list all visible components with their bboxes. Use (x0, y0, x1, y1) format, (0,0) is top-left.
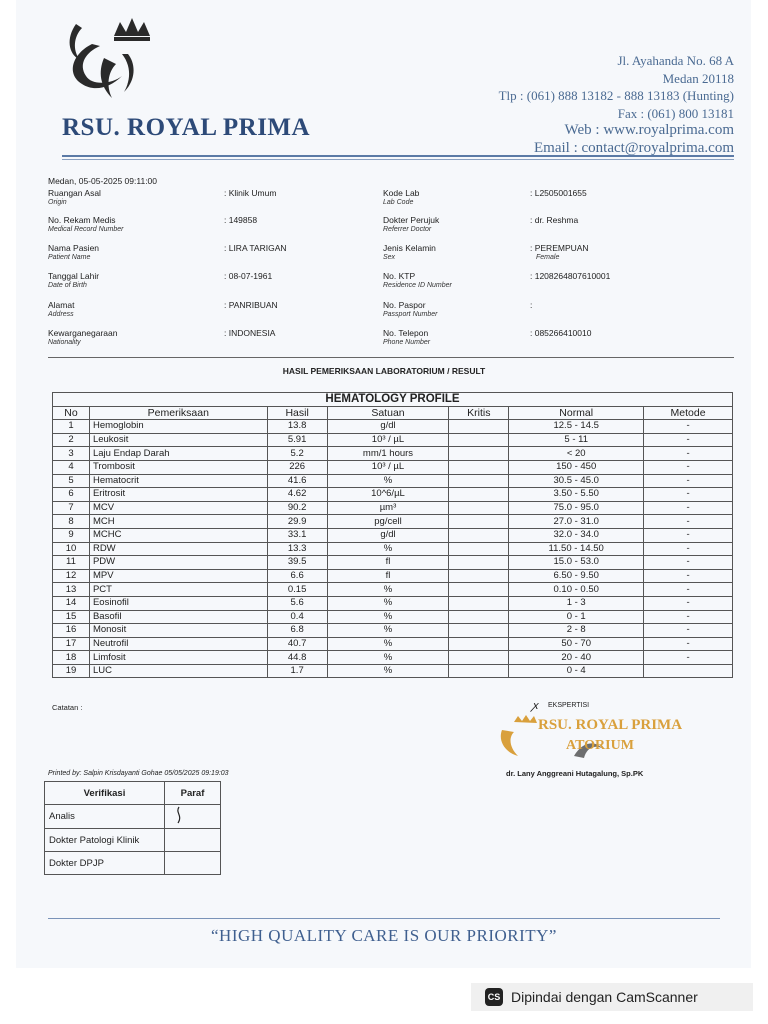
table-title: HEMATOLOGY PROFILE (53, 393, 733, 407)
paraf-header: Paraf (165, 782, 221, 805)
paraf-clinical-pathologist (165, 829, 221, 852)
table-row (53, 528, 733, 542)
row-normal: 30.5 - 45.0 (509, 474, 644, 488)
info-divider (48, 357, 734, 358)
row-no: 18 (53, 651, 90, 665)
initial-signature-icon (169, 805, 189, 825)
row-critical (449, 447, 509, 461)
label-medical-record: No. Rekam Medis Medical Record Number (48, 215, 124, 233)
label-passport: No. Paspor Passport Number (383, 300, 438, 318)
row-result: 226 (267, 460, 327, 474)
value-nationality: : INDONESIA (224, 328, 276, 338)
paraf-analyst (165, 805, 221, 829)
row-exam: RDW (89, 542, 267, 556)
row-normal: 5 - 11 (509, 433, 644, 447)
row-normal: 11.50 - 14.50 (509, 542, 644, 556)
row-method: - (644, 501, 733, 515)
row-method: - (644, 624, 733, 638)
row-unit: 10³ / µL (327, 460, 449, 474)
address-phone: Tlp : (061) 888 13182 - 888 13183 (Hunting) (498, 88, 734, 103)
hospital-logo (52, 14, 162, 114)
row-result: 90.2 (267, 501, 327, 515)
row-result: 29.9 (267, 515, 327, 529)
row-result: 5.6 (267, 596, 327, 610)
value-address: : PANRIBUAN (224, 300, 278, 310)
row-normal: 2 - 8 (509, 624, 644, 638)
table-row (53, 420, 733, 434)
row-no: 12 (53, 569, 90, 583)
row-critical (449, 556, 509, 570)
row-method: - (644, 610, 733, 624)
row-exam: MCHC (89, 528, 267, 542)
header-method: Metode (644, 406, 733, 420)
row-critical (449, 433, 509, 447)
row-method: - (644, 637, 733, 651)
row-result: 0.15 (267, 583, 327, 597)
row-no: 1 (53, 420, 90, 434)
camscanner-icon: CS (485, 988, 503, 1006)
row-exam: MCH (89, 515, 267, 529)
row-normal: 3.50 - 5.50 (509, 488, 644, 502)
row-result: 13.8 (267, 420, 327, 434)
value-phone: : 085266410010 (530, 328, 592, 338)
row-method: - (644, 488, 733, 502)
header-divider-thin (62, 159, 734, 160)
row-critical (449, 488, 509, 502)
table-row (53, 596, 733, 610)
camscanner-badge (471, 983, 753, 1011)
header-critical: Kritis (449, 406, 509, 420)
row-critical (449, 624, 509, 638)
row-result: 0.4 (267, 610, 327, 624)
row-unit: % (327, 624, 449, 638)
row-normal: 15.0 - 53.0 (509, 556, 644, 570)
row-no: 4 (53, 460, 90, 474)
header-result: Hasil (267, 406, 327, 420)
row-no: 9 (53, 528, 90, 542)
hematology-rows (53, 420, 733, 678)
hospital-name: RSU. ROYAL PRIMA (62, 114, 311, 141)
row-normal: 6.50 - 9.50 (509, 569, 644, 583)
stamp-line-1: RSU. ROYAL PRIMA (538, 717, 683, 733)
footer-divider (48, 918, 720, 919)
value-lab-code: : L2505001655 (530, 188, 587, 198)
value-dob: : 08-07-1961 (224, 271, 273, 281)
row-unit: mm/1 hours (327, 447, 449, 461)
label-referrer: Dokter Perujuk Referrer Doctor (383, 215, 440, 233)
row-normal: 0 - 1 (509, 610, 644, 624)
table-row (53, 664, 733, 678)
row-result: 13.3 (267, 542, 327, 556)
row-no: 13 (53, 583, 90, 597)
row-no: 11 (53, 556, 90, 570)
row-method (644, 664, 733, 678)
row-exam: Hematocrit (89, 474, 267, 488)
row-normal: 32.0 - 34.0 (509, 528, 644, 542)
row-critical (449, 664, 509, 678)
row-no: 19 (53, 664, 90, 678)
row-exam: LUC (89, 664, 267, 678)
verif-analyst: Analis (45, 805, 165, 829)
row-unit: 10^6/µL (327, 488, 449, 502)
table-row (53, 433, 733, 447)
table-row (53, 501, 733, 515)
row-no: 7 (53, 501, 90, 515)
row-result: 41.6 (267, 474, 327, 488)
row-critical (449, 569, 509, 583)
row-exam: Eritrosit (89, 488, 267, 502)
report-date: Medan, 05-05-2025 09:11:00 (48, 176, 158, 186)
row-method: - (644, 528, 733, 542)
table-row (53, 474, 733, 488)
row-unit: µm³ (327, 501, 449, 515)
address-web: Web : www.royalprima.com (564, 122, 734, 138)
row-result: 44.8 (267, 651, 327, 665)
verif-clinical-pathologist: Dokter Patologi Klinik (45, 829, 165, 852)
row-normal: 20 - 40 (509, 651, 644, 665)
table-row (53, 624, 733, 638)
row-no: 8 (53, 515, 90, 529)
row-exam: Hemoglobin (89, 420, 267, 434)
row-no: 16 (53, 624, 90, 638)
row-exam: Neutrofil (89, 637, 267, 651)
table-row (53, 610, 733, 624)
row-critical (449, 460, 509, 474)
row-critical (449, 610, 509, 624)
row-exam: MPV (89, 569, 267, 583)
row-result: 5.91 (267, 433, 327, 447)
row-critical (449, 420, 509, 434)
row-normal: < 20 (509, 447, 644, 461)
row-unit: fl (327, 569, 449, 583)
row-result: 6.8 (267, 624, 327, 638)
row-normal: 12.5 - 14.5 (509, 420, 644, 434)
row-exam: MCV (89, 501, 267, 515)
label-lab-code: Kode Lab Lab Code (383, 188, 420, 206)
row-method: - (644, 420, 733, 434)
row-exam: Eosinofil (89, 596, 267, 610)
row-critical (449, 528, 509, 542)
row-normal: 75.0 - 95.0 (509, 501, 644, 515)
table-row (53, 583, 733, 597)
footer-motto: “HIGH QUALITY CARE IS OUR PRIORITY” (211, 926, 557, 945)
label-ktp: No. KTP Residence ID Number (383, 271, 452, 289)
row-no: 5 (53, 474, 90, 488)
row-result: 39.5 (267, 556, 327, 570)
row-no: 2 (53, 433, 90, 447)
row-normal: 0.10 - 0.50 (509, 583, 644, 597)
label-phone: No. Telepon Phone Number (383, 328, 431, 346)
address-fax: Fax : (061) 800 13181 (617, 105, 734, 121)
verif-header: Verifikasi (45, 782, 165, 805)
row-result: 33.1 (267, 528, 327, 542)
result-title: HASIL PEMERIKSAAN LABORATORIUM / RESULT (282, 366, 486, 376)
address-street: Jl. Ayahanda No. 68 A (617, 53, 734, 68)
value-origin: : Klinik Umum (224, 188, 277, 198)
paraf-dpjp (165, 852, 221, 875)
value-passport: : (530, 300, 533, 310)
value-medical-record: : 149858 (224, 215, 258, 225)
notes-label: Catatan : (52, 703, 83, 712)
header-normal: Normal (509, 406, 644, 420)
row-unit: % (327, 583, 449, 597)
row-unit: % (327, 610, 449, 624)
header-no: No (53, 406, 90, 420)
row-method: - (644, 447, 733, 461)
row-critical (449, 474, 509, 488)
row-result: 40.7 (267, 637, 327, 651)
address-email: Email : contact@royalprima.com (534, 139, 734, 156)
row-no: 15 (53, 610, 90, 624)
value-referrer: : dr. Reshma (530, 215, 579, 225)
row-result: 6.6 (267, 569, 327, 583)
row-unit: % (327, 542, 449, 556)
row-unit: g/dl (327, 420, 449, 434)
table-row (53, 447, 733, 461)
table-row (53, 542, 733, 556)
row-method: - (644, 596, 733, 610)
value-sex: : PEREMPUAN Female (530, 243, 589, 261)
table-row (53, 637, 733, 651)
row-critical (449, 583, 509, 597)
label-address: Alamat Address (48, 300, 75, 318)
table-row (53, 515, 733, 529)
row-critical (449, 651, 509, 665)
header-unit: Satuan (327, 406, 449, 420)
row-method: - (644, 460, 733, 474)
table-row (53, 569, 733, 583)
row-method: - (644, 651, 733, 665)
hematology-table (52, 392, 733, 678)
row-method: - (644, 515, 733, 529)
row-no: 17 (53, 637, 90, 651)
verification-table (44, 781, 221, 875)
header-divider (62, 155, 734, 157)
expertise-label: EKSPERTISI (548, 702, 590, 709)
row-unit: pg/cell (327, 515, 449, 529)
row-unit: g/dl (327, 528, 449, 542)
row-result: 1.7 (267, 664, 327, 678)
row-method: - (644, 556, 733, 570)
row-unit: fl (327, 556, 449, 570)
row-critical (449, 515, 509, 529)
row-exam: PCT (89, 583, 267, 597)
row-exam: Laju Endap Darah (89, 447, 267, 461)
stamp-line-2: ATORIUM (566, 738, 634, 753)
row-exam: Limfosit (89, 651, 267, 665)
row-exam: Trombosit (89, 460, 267, 474)
row-method: - (644, 433, 733, 447)
row-exam: PDW (89, 556, 267, 570)
camscanner-text: Dipindai dengan CamScanner (511, 989, 698, 1005)
doctor-name: dr. Lany Anggreani Hutagalung, Sp.PK (506, 769, 644, 778)
row-exam: Leukosit (89, 433, 267, 447)
row-unit: % (327, 637, 449, 651)
row-normal: 50 - 70 (509, 637, 644, 651)
label-sex: Jenis Kelamin Sex (383, 243, 436, 261)
hospital-address (499, 52, 734, 157)
header-exam: Pemeriksaan (89, 406, 267, 420)
row-critical (449, 501, 509, 515)
row-no: 14 (53, 596, 90, 610)
label-nationality: Kewarganegaraan Nationality (48, 328, 118, 346)
row-normal: 27.0 - 31.0 (509, 515, 644, 529)
row-method: - (644, 542, 733, 556)
table-row (53, 651, 733, 665)
label-patient-name: Nama Pasien Patient Name (48, 243, 100, 261)
row-unit: % (327, 474, 449, 488)
row-normal: 1 - 3 (509, 596, 644, 610)
table-row (53, 556, 733, 570)
value-patient-name: : LIRA TARIGAN (224, 243, 287, 253)
row-exam: Monosit (89, 624, 267, 638)
table-row (53, 488, 733, 502)
row-critical (449, 542, 509, 556)
row-normal: 0 - 4 (509, 664, 644, 678)
row-unit: % (327, 664, 449, 678)
value-ktp: : 1208264807610001 (530, 271, 611, 281)
row-method: - (644, 474, 733, 488)
row-exam: Basofil (89, 610, 267, 624)
row-method: - (644, 569, 733, 583)
row-critical (449, 596, 509, 610)
printed-by: Printed by: Salpin Krisdayanti Gohae 05/05/2025 09:19:03 (48, 770, 229, 777)
table-row (53, 460, 733, 474)
row-unit: 10³ / µL (327, 433, 449, 447)
label-dob: Tanggal Lahir Date of Birth (48, 271, 100, 289)
row-unit: % (327, 596, 449, 610)
row-critical (449, 637, 509, 651)
row-no: 6 (53, 488, 90, 502)
row-no: 10 (53, 542, 90, 556)
row-no: 3 (53, 447, 90, 461)
address-city: Medan 20118 (662, 70, 734, 86)
row-method: - (644, 583, 733, 597)
row-result: 5.2 (267, 447, 327, 461)
row-unit: % (327, 651, 449, 665)
verif-dpjp: Dokter DPJP (45, 852, 165, 875)
row-normal: 150 - 450 (509, 460, 644, 474)
expertise-initial-icon: ꭗ (532, 699, 538, 712)
row-result: 4.62 (267, 488, 327, 502)
label-origin: Ruangan Asal Origin (48, 188, 101, 206)
